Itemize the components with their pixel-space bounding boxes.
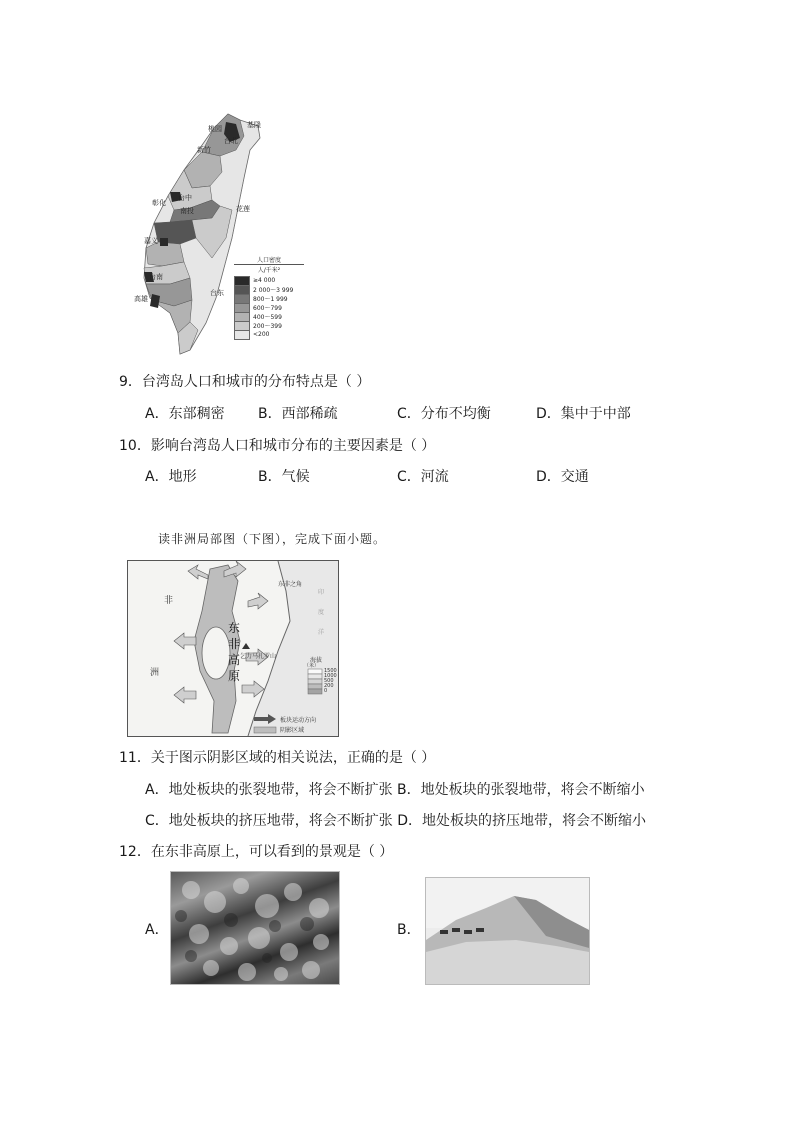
city-keelung: 基隆: [247, 121, 261, 129]
plate-arrow-4: [174, 633, 196, 649]
city-taichung: 台中: [178, 194, 192, 202]
elev-value-1500: 1500: [324, 668, 337, 674]
africa-map-caption: 读非洲局部图（下图），完成下面小题。: [158, 532, 387, 546]
label-ocean-3: 洋: [318, 629, 325, 636]
label-yuan: 原: [228, 669, 241, 683]
label-ocean-1: 印: [318, 589, 325, 596]
label-gao: 高: [228, 653, 241, 667]
city-taipei: 台北: [224, 137, 238, 145]
legend-swatch: [234, 330, 250, 340]
east-africa-map: [127, 560, 339, 737]
city-hsinchu: 新竹: [197, 146, 211, 154]
legend-shade-symbol: [254, 727, 276, 733]
plate-arrow-3: [248, 593, 268, 609]
city-taoyuan: 桃园: [208, 125, 222, 133]
question-11-options-cd[interactable]: C．地处板块的挤压地带，将会不断扩张 D．地处板块的挤压地带，将会不断缩小: [145, 813, 647, 829]
question-12-stem: 12．在东非高原上，可以看到的景观是（ ）: [119, 844, 394, 860]
legend-unit: 人/千米²: [234, 264, 304, 274]
label-ocean-2: 度: [318, 609, 325, 616]
question-11-options-ab[interactable]: A．地处板块的张裂地带，将会不断扩张 B．地处板块的张裂地带，将会不断缩小: [145, 782, 645, 798]
forest-photo[interactable]: [170, 871, 340, 985]
elev-value-1000: 1000: [324, 673, 337, 679]
legend-label: ≥4 000: [253, 277, 276, 284]
question-9-option-c[interactable]: C．分布不均衡: [397, 406, 491, 422]
mountain-marker: [242, 643, 250, 649]
elevation-legend-boxes: [308, 669, 322, 694]
desert-photo[interactable]: [425, 877, 590, 985]
legend-label: 800～1 999: [253, 296, 288, 303]
plate-arrow-6: [174, 687, 196, 703]
question-12-option-b-label[interactable]: B．: [397, 922, 421, 938]
elev-value-200: 200: [324, 683, 334, 689]
label-zhou-left: 洲: [150, 668, 160, 678]
city-hualien: 花莲: [236, 205, 250, 213]
city-changhua: 彰化: [152, 199, 166, 207]
label-horn-of-africa: 东非之角: [278, 581, 303, 588]
city-taitung: 台东: [210, 289, 224, 297]
legend-label: 2 000～3 999: [253, 287, 294, 294]
legend-label: 600～799: [253, 305, 282, 312]
legend-shade-label: 阴影区域: [280, 727, 305, 734]
legend-rows: [234, 276, 304, 339]
city-chiayi: 嘉义: [144, 237, 158, 245]
elev-value-0: 0: [324, 688, 328, 694]
question-11-stem: 11．关于图示阴影区域的相关说法，正确的是（ ）: [119, 750, 436, 766]
elev-value-500: 500: [324, 678, 334, 684]
label-dong: 东: [228, 621, 241, 635]
question-9-option-b[interactable]: B．西部稀疏: [258, 406, 338, 422]
taiwan-population-map: [134, 108, 310, 358]
question-12-option-a-label[interactable]: A．: [145, 922, 169, 938]
legend-label: 200～399: [253, 323, 282, 330]
plate-arrow-2: [188, 565, 208, 579]
label-kilimanjaro: 乞力马扎罗山: [240, 653, 277, 660]
city-kaohsiung: 高雄: [134, 295, 148, 303]
label-elevation-unit: （米）: [304, 663, 320, 669]
population-density-legend: [234, 255, 304, 339]
label-elevation-title: 海拔: [310, 657, 323, 664]
legend-title: 人口密度: [256, 257, 281, 264]
desert-dunes-drawing: [426, 878, 589, 984]
region-chiayi-city: [160, 238, 168, 246]
question-9-option-a[interactable]: A．东部稠密: [145, 406, 225, 422]
question-9-option-d[interactable]: D．集中于中部: [536, 406, 631, 422]
question-9-stem: 9．台湾岛人口和城市的分布特点是（ ）: [119, 374, 371, 390]
city-nantou: 南投: [180, 207, 194, 215]
question-10-stem: 10．影响台湾岛人口和城市分布的主要因素是（ ）: [119, 438, 436, 454]
lake-victoria-ellipse: [202, 627, 230, 679]
legend-row: [234, 330, 304, 339]
question-10-option-b[interactable]: B．气候: [258, 469, 310, 485]
label-fei: 非: [228, 637, 241, 651]
legend-label: <200: [253, 331, 270, 338]
forest-texture: [171, 872, 339, 984]
question-10-option-d[interactable]: D．交通: [536, 469, 589, 485]
city-tainan: 台南: [149, 273, 163, 281]
question-10-option-c[interactable]: C．河流: [397, 469, 449, 485]
label-fei-left: 非: [164, 596, 174, 606]
question-10-option-a[interactable]: A．地形: [145, 469, 197, 485]
plate-arrow-7: [242, 681, 264, 697]
legend-arrow-label: 板块运动方向: [280, 717, 317, 724]
legend-label: 400～599: [253, 314, 282, 321]
